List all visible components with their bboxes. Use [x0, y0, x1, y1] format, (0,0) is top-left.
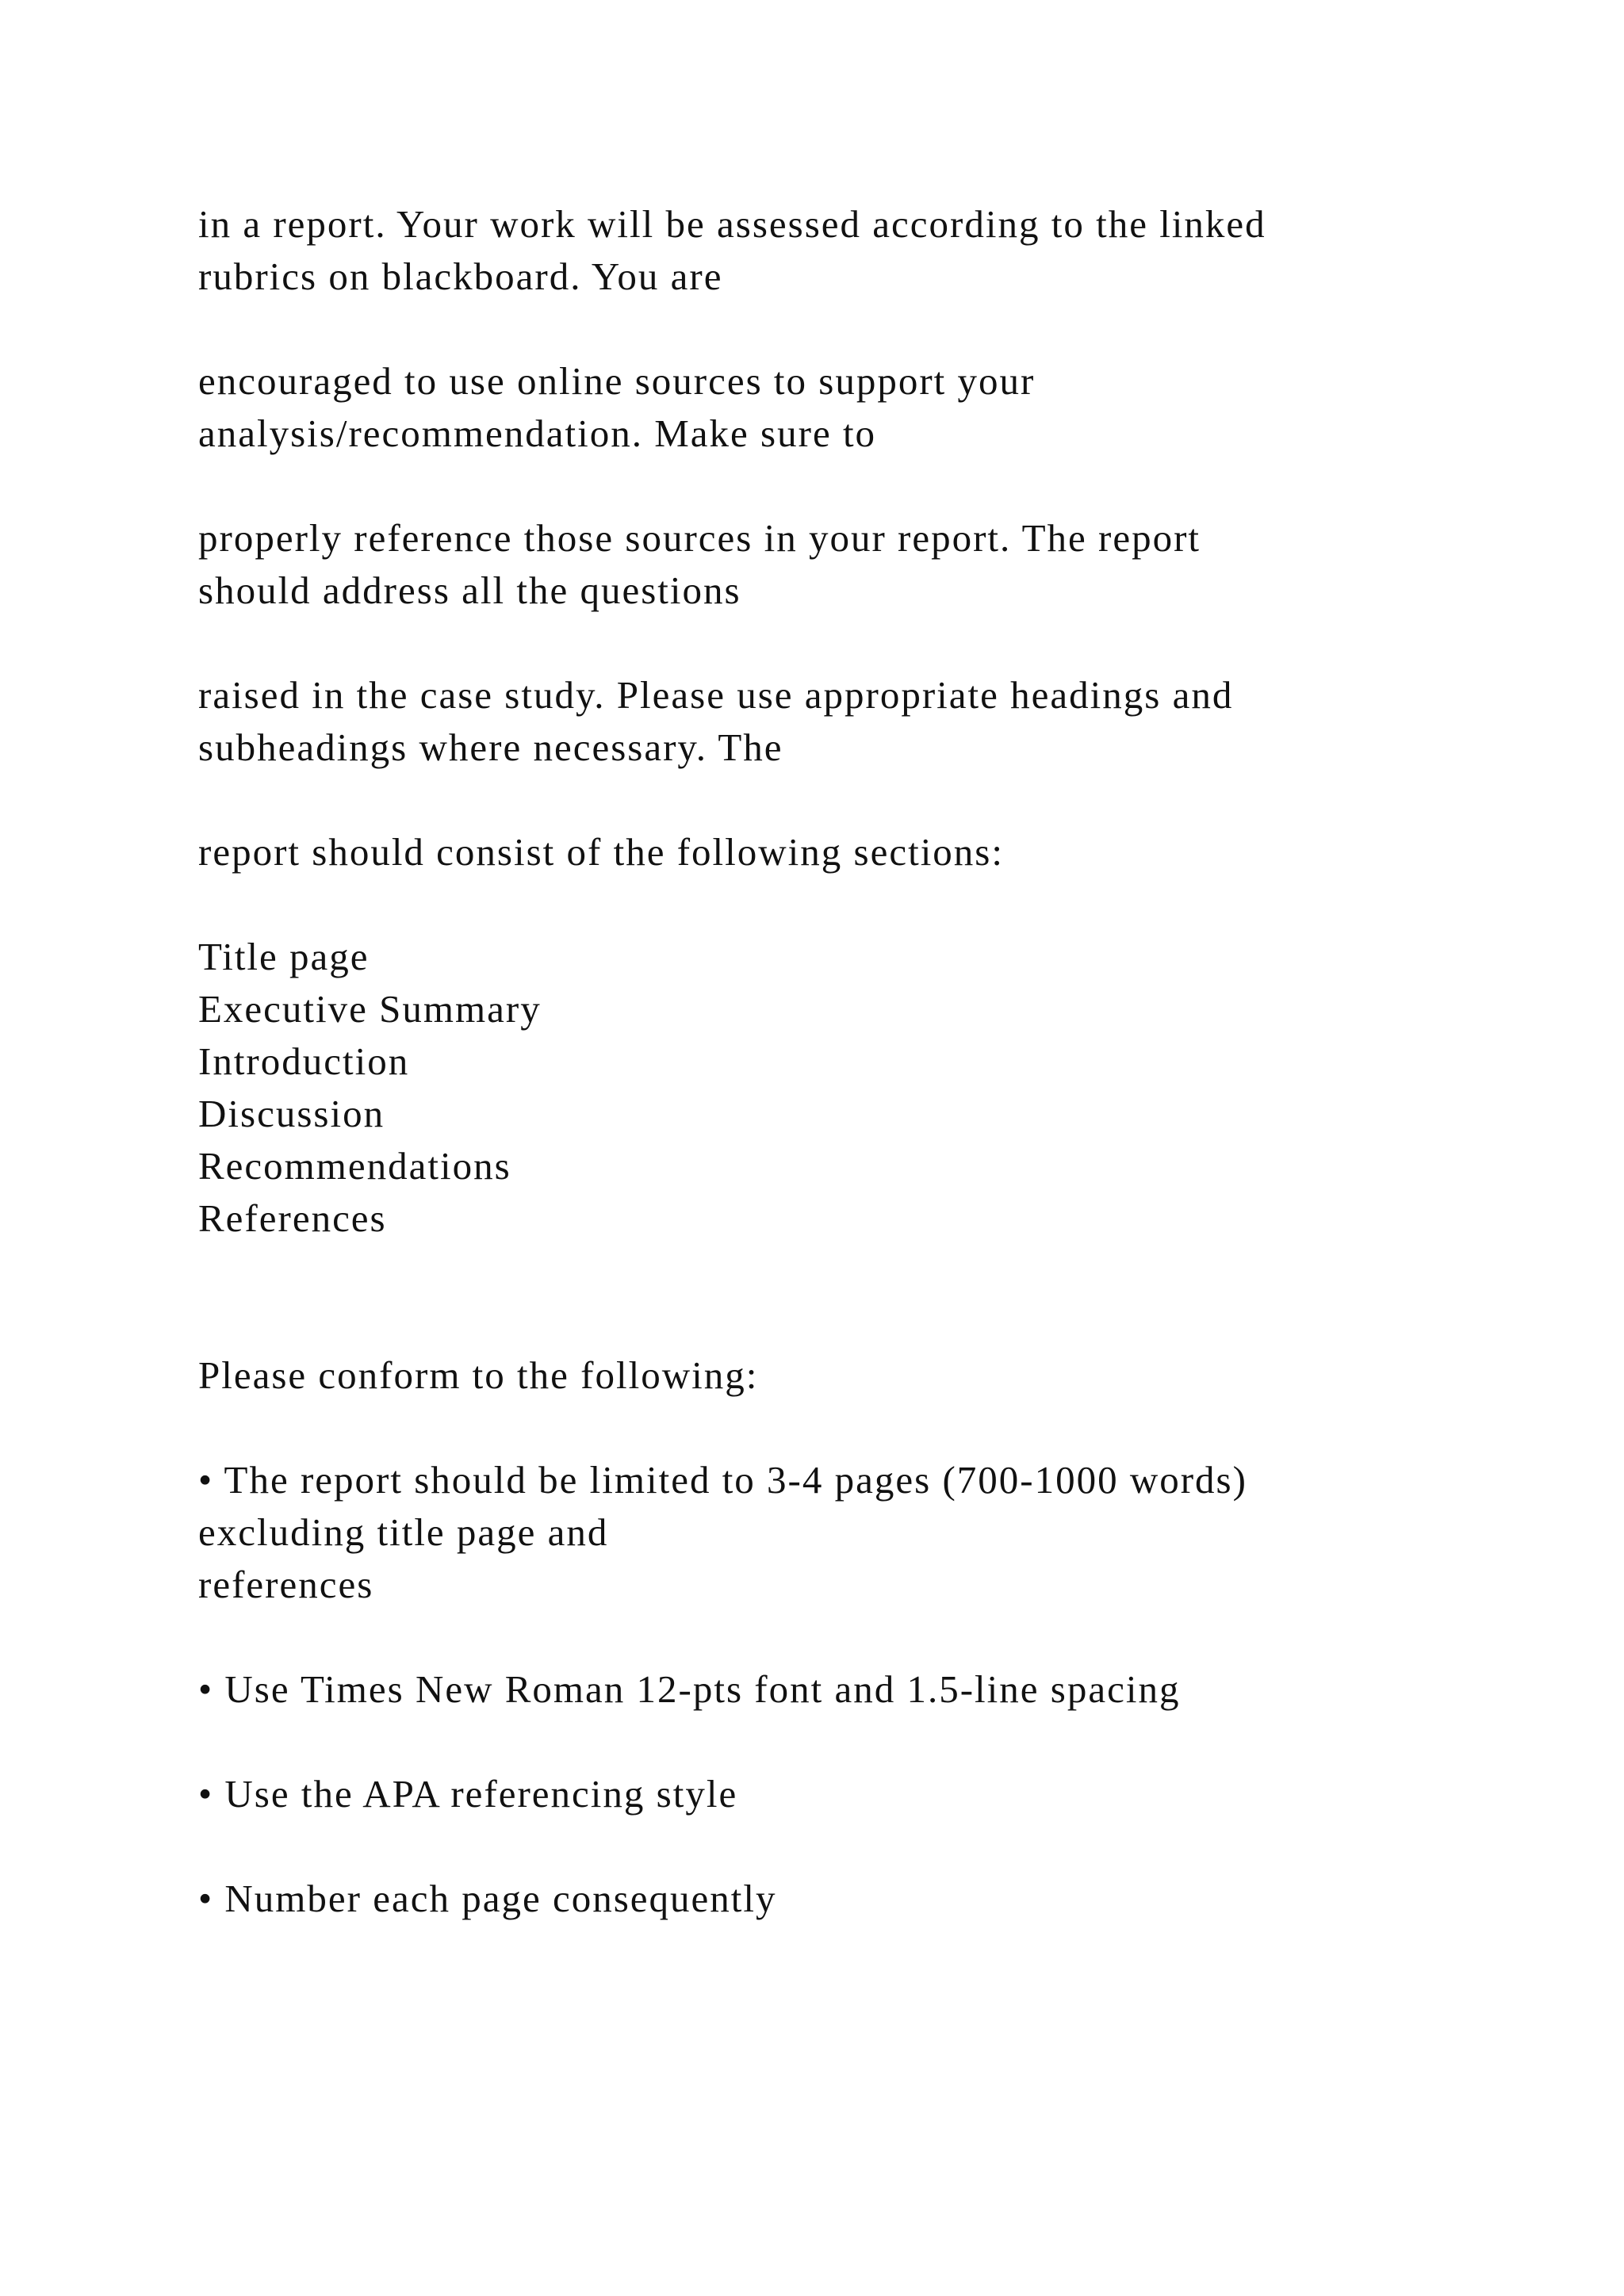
paragraph-1-line-1: in a report. Your work will be assessed according to the linked [198, 202, 1266, 246]
section-item: Introduction [198, 1039, 410, 1083]
bullet-1-line-3: references [198, 1563, 374, 1606]
bullet-2: • Use Times New Roman 12-pts font and 1.5-line spacing [198, 1667, 1181, 1711]
bullet-1-line-2: excluding title page and [198, 1510, 609, 1554]
paragraph-3-line-1: properly reference those sources in your report. The report [198, 516, 1201, 560]
paragraph-2-line-2: analysis/recommendation. Make sure to [198, 411, 877, 455]
section-item: Executive Summary [198, 987, 542, 1031]
paragraph-3-line-2: should address all the questions [198, 568, 741, 612]
conform-heading: Please conform to the following: [198, 1353, 759, 1397]
bullet-1-line-1: • The report should be limited to 3-4 pages (700-1000 words) [198, 1458, 1247, 1502]
paragraph-2-line-1: encouraged to use online sources to support your [198, 359, 1036, 403]
section-item: Discussion [198, 1092, 385, 1135]
section-item: Recommendations [198, 1144, 511, 1188]
paragraph-4-line-2: subheadings where necessary. The [198, 725, 783, 769]
paragraph-1-line-2: rubrics on blackboard. You are [198, 254, 723, 298]
bullet-4: • Number each page consequently [198, 1877, 777, 1920]
section-item: References [198, 1196, 387, 1240]
bullet-3: • Use the APA referencing style [198, 1772, 738, 1816]
paragraph-5: report should consist of the following sections: [198, 830, 1004, 874]
paragraph-4-line-1: raised in the case study. Please use appropriate headings and [198, 673, 1234, 717]
section-item: Title page [198, 935, 370, 978]
